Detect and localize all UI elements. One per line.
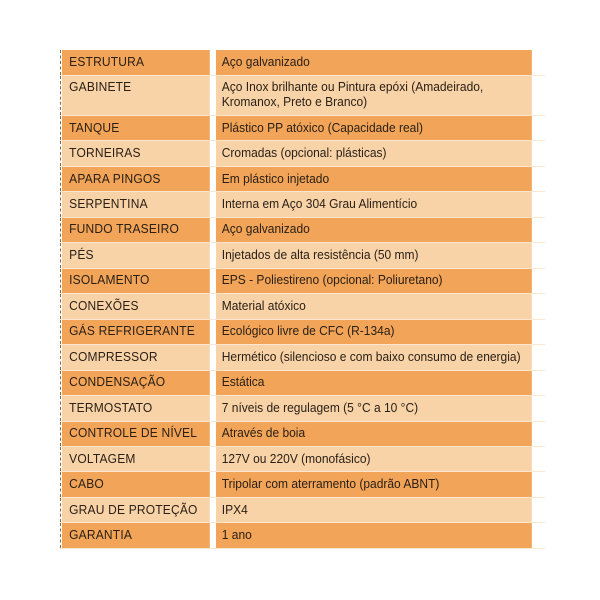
spec-label: GÁS REFRIGERANTE <box>61 319 210 344</box>
spec-label: TERMOSTATO <box>61 396 210 421</box>
spec-value: Através de boia <box>216 421 532 446</box>
spec-value: EPS - Poliestireno (opcional: Poliuretano) <box>216 268 532 293</box>
spec-row-fundo-traseiro <box>61 217 545 242</box>
spec-label: FUNDO TRASEIRO <box>61 217 210 242</box>
spec-value: 127V ou 220V (monofásico) <box>216 446 532 471</box>
spec-row-termostato <box>61 396 545 421</box>
spec-row-controle-de-nivel <box>61 421 545 446</box>
spec-row-conexoes <box>61 294 545 319</box>
spec-label: CABO <box>61 472 210 497</box>
spec-label: APARA PINGOS <box>61 166 210 191</box>
spec-value: Tripolar com aterramento (padrão ABNT) <box>216 472 532 497</box>
spec-value: IPX4 <box>216 497 532 522</box>
spec-row-grau-de-protecao <box>61 497 545 522</box>
spec-row-estrutura <box>61 50 545 75</box>
spec-value: Material atóxico <box>216 294 532 319</box>
spec-value: Plástico PP atóxico (Capacidade real) <box>216 115 532 140</box>
spec-row-gas-refrigerante <box>61 319 545 344</box>
spec-value: Em plástico injetado <box>216 166 532 191</box>
spec-value: Aço galvanizado <box>216 217 532 242</box>
spec-label: TANQUE <box>61 115 210 140</box>
spec-label: PÉS <box>61 243 210 268</box>
spec-row-pes <box>61 243 545 268</box>
spec-row-tanque <box>61 115 545 140</box>
spec-label: SERPENTINA <box>61 192 210 217</box>
spec-value: Cromadas (opcional: plásticas) <box>216 141 532 166</box>
spec-row-voltagem <box>61 446 545 471</box>
spec-value: Aço Inox brilhante ou Pintura epóxi (Amadeirado, Kromanox, Preto e Branco) <box>216 75 532 115</box>
spec-label: ISOLAMENTO <box>61 268 210 293</box>
spec-row-apara-pingos <box>61 166 545 191</box>
spec-value: 7 níveis de regulagem (5 °C a 10 °C) <box>216 396 532 421</box>
spec-value: 1 ano <box>216 523 532 549</box>
spec-label: GRAU DE PROTEÇÃO <box>61 497 210 522</box>
spec-row-cabo <box>61 472 545 497</box>
specifications-table <box>60 50 545 549</box>
spec-label: GABINETE <box>61 75 210 115</box>
spec-value: Aço galvanizado <box>216 50 532 75</box>
spec-value: Ecológico livre de CFC (R-134a) <box>216 319 532 344</box>
spec-row-isolamento <box>61 268 545 293</box>
spec-label: CONDENSAÇÃO <box>61 370 210 395</box>
spec-row-torneiras <box>61 141 545 166</box>
spec-label: ESTRUTURA <box>61 50 210 75</box>
spec-label: GARANTIA <box>61 523 210 549</box>
spec-label: CONEXÕES <box>61 294 210 319</box>
spec-row-garantia <box>61 523 545 549</box>
spec-value: Injetados de alta resistência (50 mm) <box>216 243 532 268</box>
spec-row-serpentina <box>61 192 545 217</box>
spec-row-compressor <box>61 345 545 370</box>
spec-label: VOLTAGEM <box>61 446 210 471</box>
spec-row-condensacao <box>61 370 545 395</box>
spec-row-gabinete <box>61 75 545 115</box>
spec-value: Estática <box>216 370 532 395</box>
spec-label: COMPRESSOR <box>61 345 210 370</box>
spec-label: TORNEIRAS <box>61 141 210 166</box>
spec-value: Interna em Aço 304 Grau Alimentício <box>216 192 532 217</box>
spec-label: CONTROLE DE NÍVEL <box>61 421 210 446</box>
spec-value: Hermético (silencioso e com baixo consumo de energia) <box>216 345 532 370</box>
